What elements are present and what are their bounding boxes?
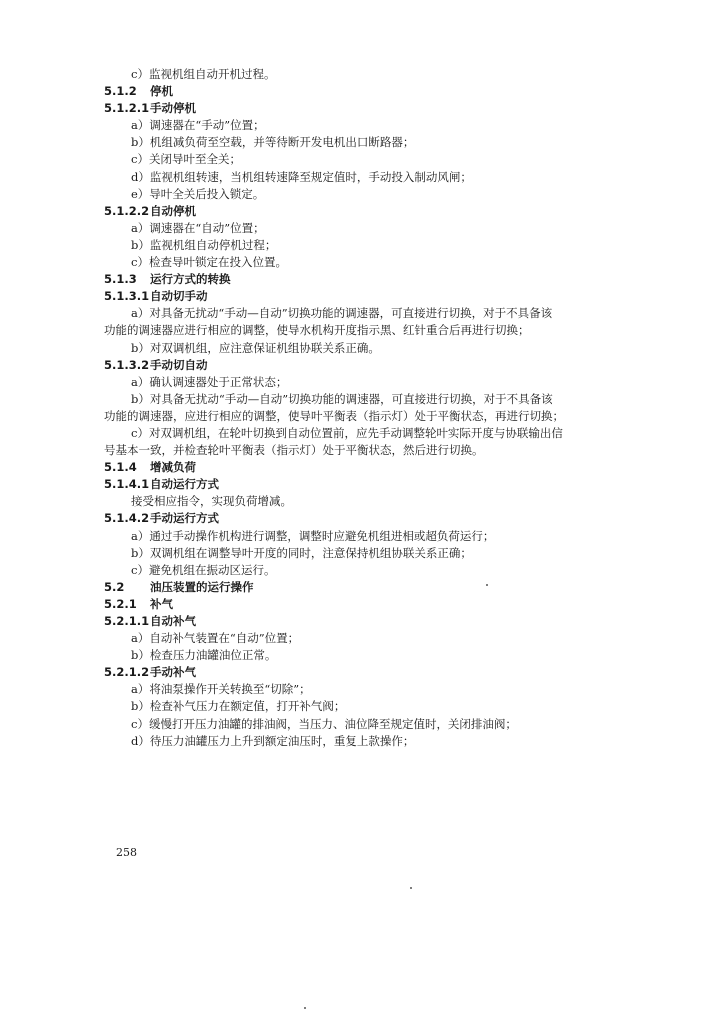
- section-heading: [104, 579, 624, 596]
- list-item: a）对具备无扰动“手动—自动”切换功能的调速器，可直接进行切换，对于不具备该: [131, 306, 553, 321]
- document-body: [104, 66, 624, 750]
- section-title: 手动运行方式: [150, 511, 219, 526]
- section-heading: [104, 288, 624, 305]
- section-heading: [104, 613, 624, 630]
- section-number: 5.1.3.1: [104, 289, 150, 304]
- section-title: 自动停机: [150, 203, 196, 218]
- list-item: a）确认调速器处于正常状态；: [131, 374, 288, 389]
- list-item: b）机组减负荷至空载，并等待断开发电机出口断路器；: [131, 135, 415, 150]
- section-title: 手动切自动: [150, 357, 208, 372]
- section-number: 5.2.1.1: [104, 614, 150, 628]
- list-item: d）监视机组转速，当机组转速降至规定值时，手动投入制动风闸；: [131, 169, 472, 184]
- section-heading: [104, 357, 624, 374]
- section-heading: [104, 510, 624, 527]
- paragraph-continuation: 功能的调速器，应进行相应的调整，使导叶平衡表（指示灯）处于平衡状态，再进行切换；: [104, 408, 564, 423]
- section-number: 5.1.3: [104, 272, 137, 287]
- scan-speck: [410, 887, 412, 889]
- section-heading: [104, 596, 624, 613]
- section-title: 增减负荷: [150, 460, 196, 475]
- list-item: c）关闭导叶至全关；: [131, 152, 241, 167]
- section-title: 自动补气: [150, 614, 196, 628]
- section-title: 运行方式的转换: [150, 272, 231, 287]
- section-heading: [104, 459, 624, 476]
- section-title: 手动停机: [150, 101, 196, 116]
- list-item: b）监视机组自动停机过程；: [131, 237, 277, 252]
- section-number: 5.1.2: [104, 84, 137, 99]
- list-item: c）对双调机组，在轮叶切换到自动位置前，应先手动调整轮叶实际开度与协联输出信: [131, 425, 563, 440]
- section-number: 5.1.3.2: [104, 357, 150, 372]
- section-number: 5.1.4.2: [104, 511, 150, 526]
- list-item: 接受相应指令，实现负荷增减。: [131, 494, 292, 509]
- section-heading: [104, 83, 624, 100]
- list-item: b）检查压力油罐油位正常。: [131, 648, 277, 663]
- section-number: 5.1.4: [104, 460, 137, 475]
- section-number: 5.1.2.2: [104, 203, 150, 218]
- list-item: e）导叶全关后投入锁定。: [131, 186, 265, 201]
- section-heading: [104, 100, 624, 117]
- section-heading: [104, 271, 624, 288]
- list-item: a）自动补气装置在“自动”位置；: [131, 631, 300, 646]
- section-number: 5.1.4.1: [104, 477, 150, 492]
- list-item: a）调速器在“自动”位置；: [131, 220, 265, 235]
- section-number: 5.1.2.1: [104, 101, 150, 116]
- section-number: 5.2: [104, 579, 125, 594]
- section-title: 补气: [150, 596, 173, 611]
- section-title: 自动切手动: [150, 289, 208, 304]
- list-item: a）将油泵操作开关转换至“切除”；: [131, 682, 311, 697]
- list-item: a）通过手动操作机构进行调整，调整时应避免机组进相或超负荷运行；: [131, 528, 495, 543]
- list-item: b）检查补气压力在额定值，打开补气阀；: [131, 699, 346, 714]
- section-heading: [104, 664, 624, 681]
- list-item: d）待压力油罐压力上升到额定油压时，重复上款操作；: [131, 733, 415, 748]
- scan-speck: [486, 584, 488, 586]
- section-title: 停机: [150, 84, 173, 99]
- page-number: 258: [116, 846, 137, 859]
- section-number: 5.2.1: [104, 596, 137, 611]
- paragraph-continuation: 功能的调速器应进行相应的调整，使导水机构开度指示黑、红针重合后再进行切换；: [104, 323, 530, 338]
- paragraph-continuation: 号基本一致，并检查轮叶平衡表（指示灯）处于平衡状态，然后进行切换。: [104, 443, 484, 458]
- list-item: c）缓慢打开压力油罐的排油阀，当压力、油位降至规定值时，关闭排油阀；: [131, 716, 517, 731]
- list-item: b）对双调机组，应注意保证机组协联关系正确。: [131, 340, 380, 355]
- section-heading: [104, 476, 624, 493]
- list-item: b）双调机组在调整导叶开度的同时，注意保持机组协联关系正确；: [131, 545, 472, 560]
- section-title: 油压装置的运行操作: [150, 579, 254, 594]
- list-item: b）对具备无扰动“手动—自动”切换功能的调速器，可直接进行切换，对于不具备该: [131, 391, 553, 406]
- section-heading: [104, 203, 624, 220]
- section-title: 自动运行方式: [150, 477, 219, 492]
- list-item: c）避免机组在振动区运行。: [131, 562, 276, 577]
- section-title: 手动补气: [150, 665, 196, 680]
- list-item: c）监视机组自动开机过程。: [131, 67, 276, 81]
- section-number: 5.2.1.2: [104, 665, 150, 680]
- list-item: a）调速器在“手动”位置；: [131, 118, 265, 133]
- list-item: c）检查导叶锁定在投入位置。: [131, 255, 287, 270]
- scan-speck: [304, 1007, 306, 1009]
